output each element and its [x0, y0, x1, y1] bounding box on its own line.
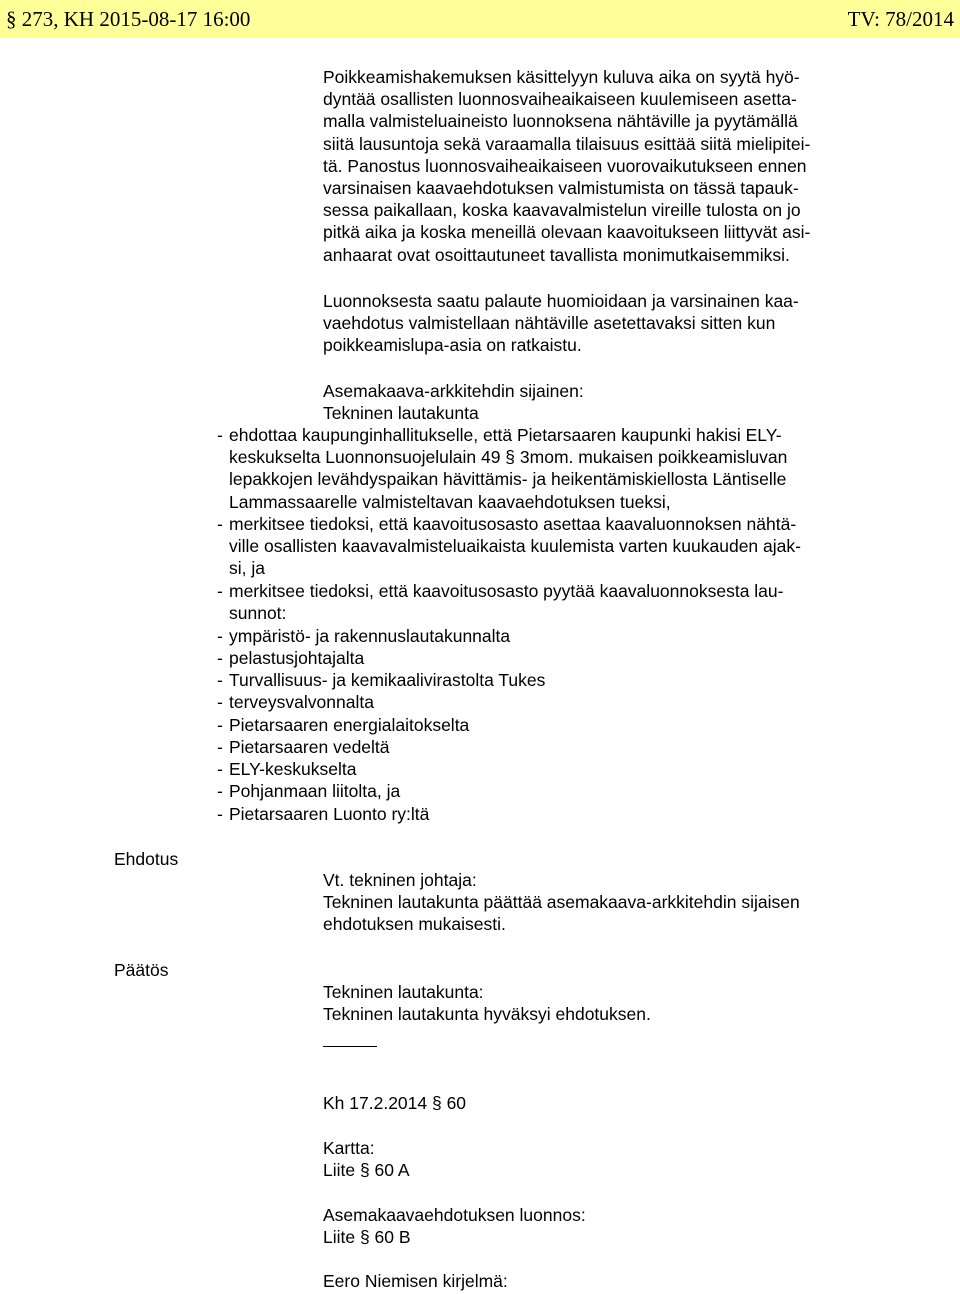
page-header	[0, 0, 960, 38]
list-dash: -	[217, 581, 223, 601]
paragraph-consultation	[323, 66, 810, 266]
text-line: vaehdotus valmistellaan nähtäville asetettavaksi sitten kun	[323, 313, 776, 334]
text-line: ympäristö- ja rakennuslautakunnalta	[229, 626, 511, 646]
list-dash: -	[217, 514, 223, 534]
text-line: Luonnoksesta saatu palaute huomioidaan ja varsinainen kaa-	[323, 291, 799, 311]
text-line: Vt. tekninen johtaja:	[323, 870, 477, 890]
paragraph-feedback	[323, 290, 799, 357]
text-line: Tekninen lautakunta päättää asemakaava-arkkitehdin sijaisen	[323, 892, 800, 913]
letter-heading	[323, 1270, 508, 1292]
text-line: merkitsee tiedoksi, että kaavoitusosasto pyytää kaavaluonnoksesta lau-	[229, 581, 784, 601]
list-dash: -	[217, 692, 223, 712]
text-line: merkitsee tiedoksi, että kaavoitusosasto asettaa kaavaluonnoksen nähtä-	[229, 514, 797, 534]
text-line: Pohjanmaan liitolta, ja	[229, 781, 401, 801]
text-line: Pietarsaaren energialaitokselta	[229, 715, 470, 735]
text-line: terveysvalvonnalta	[229, 692, 374, 712]
text-line: varsinaisen kaavaehdotuksen valmistumista on tässä tapauk-	[323, 177, 799, 198]
kh-reference	[323, 1092, 466, 1114]
list-dash: -	[217, 737, 223, 757]
list-dash: -	[217, 759, 223, 779]
text-line: Kartta:	[323, 1138, 375, 1158]
label-paatos: Päätös	[114, 960, 169, 980]
text-line: anhaarat ovat osoittautuneet tavallista monimutkaisemmiksi.	[323, 244, 790, 265]
text-line: Poikkeamishakemuksen käsittelyyn kuluva aika on syytä hyö-	[323, 67, 800, 87]
text-line: Asemakaavaehdotuksen luonnos:	[323, 1205, 586, 1225]
text-line: ville osallisten kaavavalmisteluaikaista kuulemista varten kuukauden ajak-	[229, 536, 801, 557]
text-line: Tekninen lautakunta:	[323, 982, 484, 1002]
proposer-title: Asemakaava-arkkitehdin sijainen:	[323, 381, 584, 401]
text-line: Kh 17.2.2014 § 60	[323, 1093, 467, 1113]
text-line: Liite § 60 A	[323, 1160, 410, 1181]
list-dash: -	[217, 670, 223, 690]
text-line: siitä lausuntoja sekä varaamalla tilaisuus esittää siitä mielipitei-	[323, 133, 811, 154]
text-line: lepakkojen levähdyspaikan hävittämis- ja heikentämiskiellosta Läntiselle	[229, 469, 787, 490]
proposal-text	[323, 869, 800, 936]
proposal-heading	[323, 380, 584, 424]
text-line: malla valmisteluaineisto luonnoksena nähtäville ja pyytämällä	[323, 111, 798, 132]
separator-rule	[323, 1046, 377, 1047]
attachment-map	[323, 1137, 410, 1181]
text-line: pelastusjohtajalta	[229, 648, 365, 668]
text-line: ehdotuksen mukaisesti.	[323, 914, 506, 935]
text-line: si, ja	[229, 558, 265, 579]
text-line: dyntää osallisten luonnosvaiheaikaiseen kuulemiseen asetta-	[323, 89, 797, 110]
list-dash: -	[217, 648, 223, 668]
text-line: Turvallisuus- ja kemikaalivirastolta Tukes	[229, 670, 546, 690]
text-line: tä. Panostus luonnosvaiheaikaiseen vuorovaikutukseen ennen	[323, 155, 807, 176]
label-ehdotus: Ehdotus	[114, 849, 179, 869]
text-line: Eero Niemisen kirjelmä:	[323, 1271, 508, 1291]
text-line: ELY-keskukselta	[229, 759, 357, 779]
list-dash: -	[217, 425, 223, 445]
header-section-date: § 273, KH 2015-08-17 16:00	[6, 7, 251, 31]
list-dash: -	[217, 626, 223, 646]
text-line: Pietarsaaren vedeltä	[229, 737, 390, 757]
list-dash: -	[217, 715, 223, 735]
text-line: sessa paikallaan, koska kaavavalmistelun vireille tulosta on jo	[323, 200, 801, 221]
text-line: Lammassaarelle valmisteltavan kaavaehdotuksen tueksi,	[229, 491, 671, 512]
list-dash: -	[217, 804, 223, 824]
text-line: Tekninen lautakunta hyväksyi ehdotuksen.	[323, 1004, 651, 1025]
text-line: Pietarsaaren Luonto ry:ltä	[229, 804, 430, 824]
text-line: keskukselta Luonnonsuojelulain 49 § 3mom. mukaisen poikkeamisluvan	[229, 447, 788, 468]
decision-text	[323, 981, 651, 1025]
list-dash: -	[217, 781, 223, 801]
text-line: sunnot:	[229, 603, 287, 624]
board-name: Tekninen lautakunta	[323, 403, 479, 424]
header-case-number: TV: 78/2014	[847, 7, 954, 31]
text-line: ehdottaa kaupunginhallitukselle, että Pietarsaaren kaupunki hakisi ELY-	[229, 425, 782, 445]
attachment-draft	[323, 1204, 586, 1248]
text-line: poikkeamislupa-asia on ratkaistu.	[323, 335, 582, 356]
text-line: Liite § 60 B	[323, 1227, 411, 1248]
text-line: pitkä aika ja koska meneillä olevaan kaavoitukseen liittyvät asi-	[323, 222, 811, 243]
